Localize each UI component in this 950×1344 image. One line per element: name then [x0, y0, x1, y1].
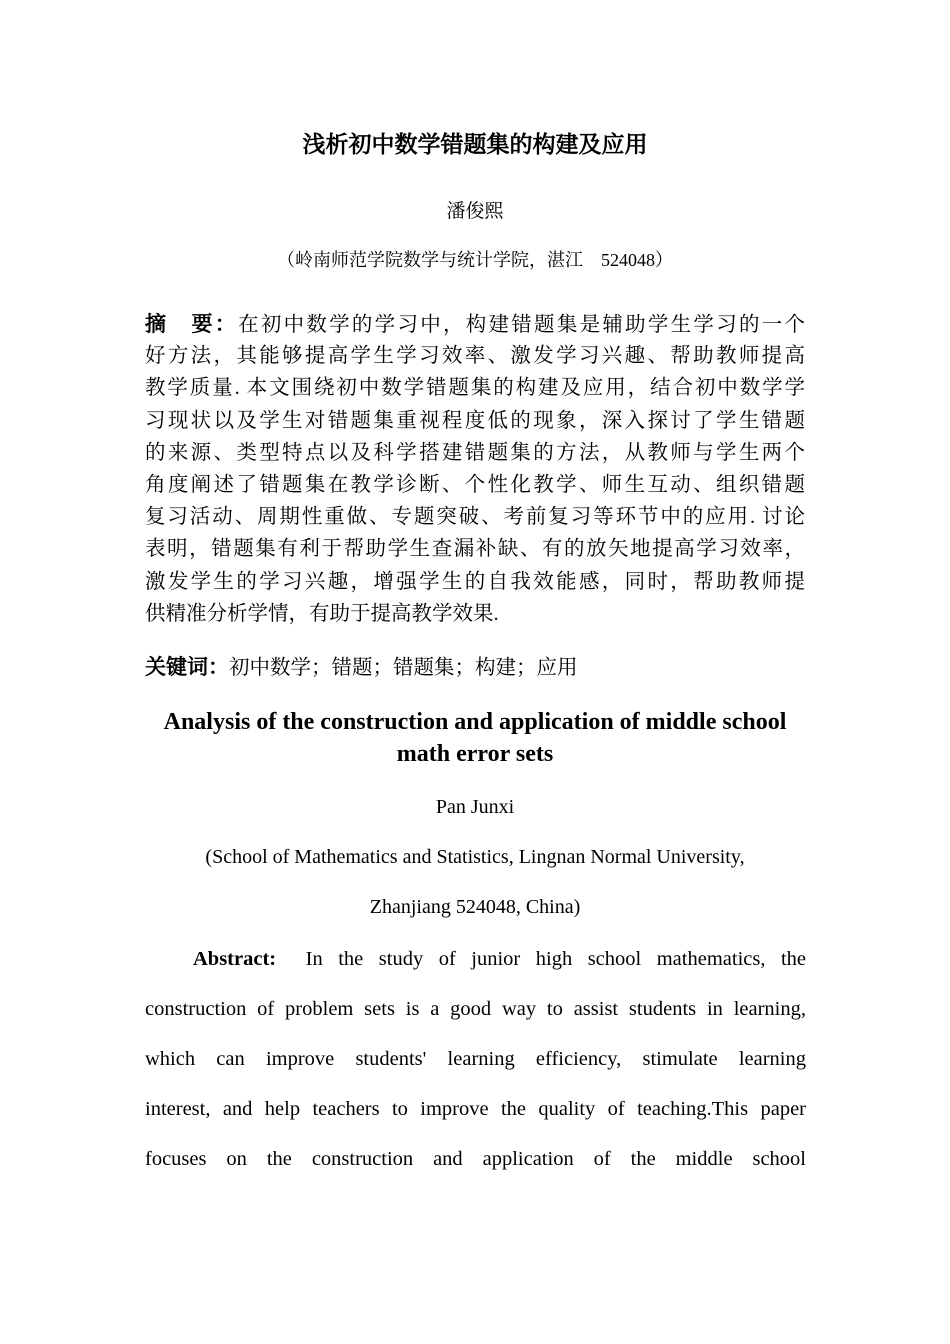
author-name: 潘俊熙 — [446, 201, 504, 222]
keywords — [145, 650, 805, 681]
paper-title: 浅析初中数学错题集的构建及应用 — [302, 132, 648, 158]
keywords-text: 初中数学；错题；错题集；构建；应用 — [229, 657, 578, 679]
abstract-line — [145, 938, 806, 988]
abstract-line: 习现状以及学生对错题集重视程度低的现象，深入探讨了学生错题 — [145, 409, 805, 432]
abstract-line: interest, and help teachers to improve the quality of teaching.This paper — [145, 1098, 806, 1120]
abstract-line: 的来源、类型特点以及科学搭建错题集的方法，从教师与学生两个 — [145, 441, 805, 464]
abstract-line: 激发学生的学习兴趣，增强学生的自我效能感，同时，帮助教师提 — [145, 570, 805, 593]
abstract-line: 好方法，其能够提高学生学习效率、激发学习兴趣、帮助教师提高 — [145, 345, 805, 368]
abstract-label: 摘 要： — [145, 312, 239, 336]
abstract-line: focuses on the construction and application of the middle school — [145, 1148, 806, 1170]
abstract-label: Abstract: — [193, 948, 277, 970]
english-title: Analysis of the construction and application of middle school math error sets — [163, 709, 787, 767]
english-affiliation-line: Zhanjiang 524048, China) — [369, 896, 581, 918]
abstract-line: 角度阐述了错题集在教学诊断、个性化教学、师生互动、组织错题 — [145, 473, 805, 496]
english-affiliation-line: (School of Mathematics and Statistics, Lingnan Normal University, — [205, 846, 745, 868]
abstract-english — [145, 938, 806, 1188]
keywords-label: 关键词： — [145, 655, 229, 679]
abstract-line: 表明，错题集有利于帮助学生查漏补缺、有的放矢地提高学习效率， — [145, 538, 805, 561]
abstract-text: In the study of junior high school mathematics, the — [305, 948, 807, 970]
abstract-line: construction of problem sets is a good way to assist students in learning, — [145, 998, 806, 1020]
abstract-line — [145, 308, 805, 340]
abstract-line: 复习活动、周期性重做、专题突破、考前复习等环节中的应用. 讨论 — [145, 506, 805, 529]
author-affiliation: （岭南师范学院数学与统计学院，湛江 524048） — [277, 250, 673, 270]
english-author: Pan Junxi — [435, 796, 515, 818]
abstract-text: 在初中数学的学习中，构建错题集是辅助学生学习的一个 — [238, 314, 806, 336]
abstract-line: which can improve students' learning efficiency, stimulate learning — [145, 1048, 806, 1070]
abstract-line: 供精准分析学情，有助于提高教学效果. — [145, 602, 499, 625]
abstract-line: 教学质量. 本文围绕初中数学错题集的构建及应用，结合初中数学学 — [145, 377, 805, 400]
abstract-chinese — [145, 308, 805, 630]
